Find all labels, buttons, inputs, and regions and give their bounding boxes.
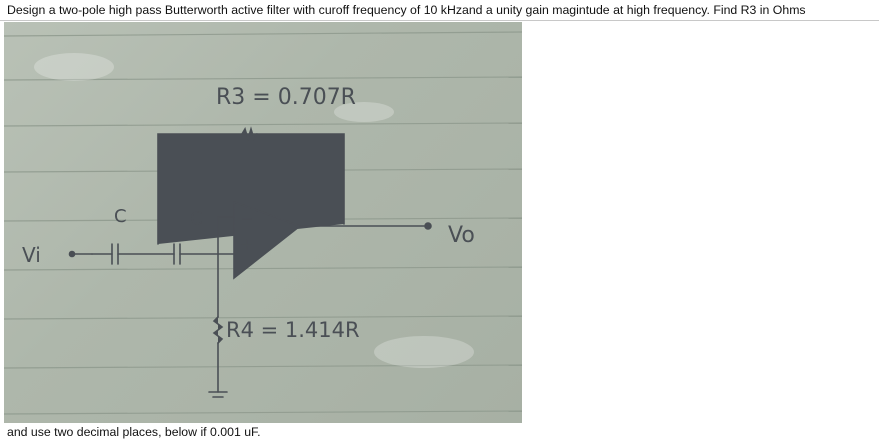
input-terminal: [70, 252, 75, 257]
r4-resistor: [214, 317, 222, 343]
question-continuation: and use two decimal places, below if 0.001 uF.: [7, 425, 261, 439]
minus-sign: −: [240, 209, 254, 228]
output-terminal: [425, 223, 431, 229]
divider: [0, 20, 879, 21]
output-label: Vo: [448, 223, 475, 248]
question-text: Design a two-pole high pass Butterworth active filter with curoff frequency of 10 kHzand a unity gain magintude at high frequency. Find R3 in Ohms: [7, 3, 806, 17]
circuit-sketch: [4, 22, 522, 423]
circuit-photo: [4, 22, 522, 423]
r3-label: R3 = 0.707R: [216, 85, 356, 110]
cap1-label: C: [114, 206, 127, 227]
input-label: Vi: [22, 243, 41, 267]
r4-label: R4 = 1.414R: [226, 318, 360, 342]
plus-sign: +: [240, 235, 254, 254]
cap2-label: C: [190, 208, 203, 229]
